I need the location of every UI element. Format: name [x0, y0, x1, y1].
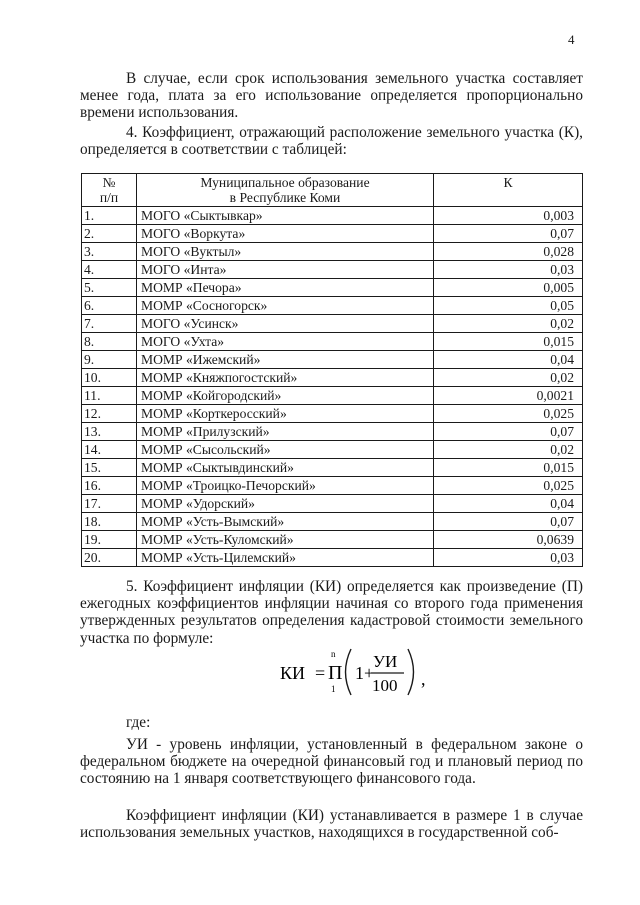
- header-number-line2: п/п: [99, 190, 119, 205]
- inflation-formula: [280, 645, 440, 699]
- table-row: [82, 513, 583, 531]
- municipality-cell: МОМР «Усть-Вымский»: [137, 513, 434, 531]
- coefficient-cell: 0,015: [434, 333, 583, 351]
- municipality-cell: МОМР «Удорский»: [137, 495, 434, 513]
- municipality-cell: МОМР «Сысольский»: [137, 441, 434, 459]
- municipality-cell: МОМР «Корткеросский»: [137, 405, 434, 423]
- municipality-cell: МОМР «Койгородский»: [137, 387, 434, 405]
- row-number-cell: 17.: [82, 495, 137, 513]
- coefficient-cell: 0,02: [434, 315, 583, 333]
- table-row: [82, 477, 583, 495]
- formula-right-paren: [408, 649, 414, 695]
- table-row: [82, 243, 583, 261]
- municipality-cell: МОМР «Усть-Куломский»: [137, 531, 434, 549]
- table-row: [82, 531, 583, 549]
- row-number-cell: 10.: [82, 369, 137, 387]
- formula-product-operator: П: [328, 662, 343, 684]
- municipality-cell: МОМР «Печора»: [137, 279, 434, 297]
- formula-numerator: УИ: [373, 652, 398, 671]
- coefficient-cell: 0,025: [434, 405, 583, 423]
- header-number-line1: №: [102, 175, 116, 190]
- municipality-cell: МОМР «Княжпогостский»: [137, 369, 434, 387]
- table-row: [82, 387, 583, 405]
- coefficient-cell: 0,07: [434, 225, 583, 243]
- table-row: [82, 351, 583, 369]
- row-number-cell: 4.: [82, 261, 137, 279]
- municipality-cell: МОГО «Воркута»: [137, 225, 434, 243]
- table-row: [82, 549, 583, 567]
- table-row: [82, 441, 583, 459]
- municipality-cell: МОМР «Усть-Цилемский»: [137, 549, 434, 567]
- table-row: [82, 405, 583, 423]
- coefficient-cell: 0,03: [434, 261, 583, 279]
- row-number-cell: 5.: [82, 279, 137, 297]
- formula-one-plus: 1+: [355, 663, 375, 683]
- where-label: где:: [126, 714, 151, 731]
- table-row: [82, 279, 583, 297]
- coefficient-cell: 0,005: [434, 279, 583, 297]
- coefficient-cell: 0,0639: [434, 531, 583, 549]
- coefficient-cell: 0,04: [434, 495, 583, 513]
- table-row: [82, 495, 583, 513]
- row-number-cell: 8.: [82, 333, 137, 351]
- header-number: [82, 174, 137, 207]
- header-municipality-line2: в Республике Коми: [229, 190, 341, 205]
- row-number-cell: 9.: [82, 351, 137, 369]
- formula-upper-limit: n: [331, 649, 336, 659]
- row-number-cell: 7.: [82, 315, 137, 333]
- formula-denominator: 100: [372, 676, 398, 695]
- coefficient-cell: 0,015: [434, 459, 583, 477]
- coefficient-cell: 0,05: [434, 297, 583, 315]
- municipality-cell: МОГО «Сыктывкар»: [137, 207, 434, 225]
- coefficient-cell: 0,003: [434, 207, 583, 225]
- row-number-cell: 18.: [82, 513, 137, 531]
- row-number-cell: 3.: [82, 243, 137, 261]
- formula-left-paren: [346, 649, 352, 695]
- row-number-cell: 13.: [82, 423, 137, 441]
- formula-lower-limit: 1: [331, 684, 336, 694]
- header-coefficient: К: [434, 174, 583, 207]
- formula-equals: =: [315, 663, 326, 683]
- table-row: [82, 261, 583, 279]
- table-header-row: [82, 174, 583, 207]
- coefficient-cell: 0,03: [434, 549, 583, 567]
- row-number-cell: 15.: [82, 459, 137, 477]
- municipality-cell: МОМР «Троицко-Печорский»: [137, 477, 434, 495]
- row-number-cell: 20.: [82, 549, 137, 567]
- table-row: [82, 315, 583, 333]
- table-row: [82, 207, 583, 225]
- municipality-cell: МОМР «Сыктывдинский»: [137, 459, 434, 477]
- row-number-cell: 6.: [82, 297, 137, 315]
- table-row: [82, 297, 583, 315]
- municipality-cell: МОГО «Ухта»: [137, 333, 434, 351]
- municipality-cell: МОМР «Прилузский»: [137, 423, 434, 441]
- coefficient-cell: 0,025: [434, 477, 583, 495]
- final-paragraph: Коэффициент инфляции (КИ) устанавливается в размере 1 в случае использования земельных участков, находящихся в государственной соб-: [80, 807, 583, 842]
- coefficient-cell: 0,02: [434, 441, 583, 459]
- table-row: [82, 459, 583, 477]
- item-5-paragraph: 5. Коэффициент инфляции (КИ) определяется как произведение (П) ежегодных коэффициентов инфляции начиная со второго года применения утвержденных результатов определения кадастровой стоимости земельного участка по формуле:: [80, 578, 583, 647]
- table-row: [82, 369, 583, 387]
- coefficient-cell: 0,07: [434, 423, 583, 441]
- row-number-cell: 19.: [82, 531, 137, 549]
- item-4-paragraph: 4. Коэффициент, отражающий расположение земельного участка (К), определяется в соответствии с таблицей:: [80, 124, 583, 159]
- coefficient-cell: 0,04: [434, 351, 583, 369]
- coefficient-cell: 0,02: [434, 369, 583, 387]
- ui-definition-paragraph: УИ - уровень инфляции, установленный в федеральном законе о федеральном бюджете на очередной финансовый год и плановый период по состоянию на 1 января соответствующего финансового года.: [80, 736, 583, 788]
- table-row: [82, 225, 583, 243]
- formula-lhs: КИ: [280, 663, 306, 683]
- row-number-cell: 1.: [82, 207, 137, 225]
- table-row: [82, 423, 583, 441]
- formula-trailing-comma: ,: [421, 669, 426, 689]
- coefficient-cell: 0,07: [434, 513, 583, 531]
- row-number-cell: 16.: [82, 477, 137, 495]
- municipality-cell: МОМР «Сосногорск»: [137, 297, 434, 315]
- header-municipality-line1: Муниципальное образование: [200, 175, 370, 190]
- coefficient-cell: 0,0021: [434, 387, 583, 405]
- row-number-cell: 2.: [82, 225, 137, 243]
- page-number: 4: [568, 32, 575, 47]
- municipality-cell: МОГО «Усинск»: [137, 315, 434, 333]
- table-row: [82, 333, 583, 351]
- municipality-cell: МОГО «Вуктыл»: [137, 243, 434, 261]
- coefficient-table: [81, 173, 583, 567]
- municipality-cell: МОМР «Ижемский»: [137, 351, 434, 369]
- row-number-cell: 14.: [82, 441, 137, 459]
- coefficient-cell: 0,028: [434, 243, 583, 261]
- header-municipality: [137, 174, 434, 207]
- row-number-cell: 12.: [82, 405, 137, 423]
- row-number-cell: 11.: [82, 387, 137, 405]
- intro-paragraph: В случае, если срок использования земельного участка составляет менее года, плата за его использование определяется пропорционально времени использования.: [80, 70, 583, 122]
- municipality-cell: МОГО «Инта»: [137, 261, 434, 279]
